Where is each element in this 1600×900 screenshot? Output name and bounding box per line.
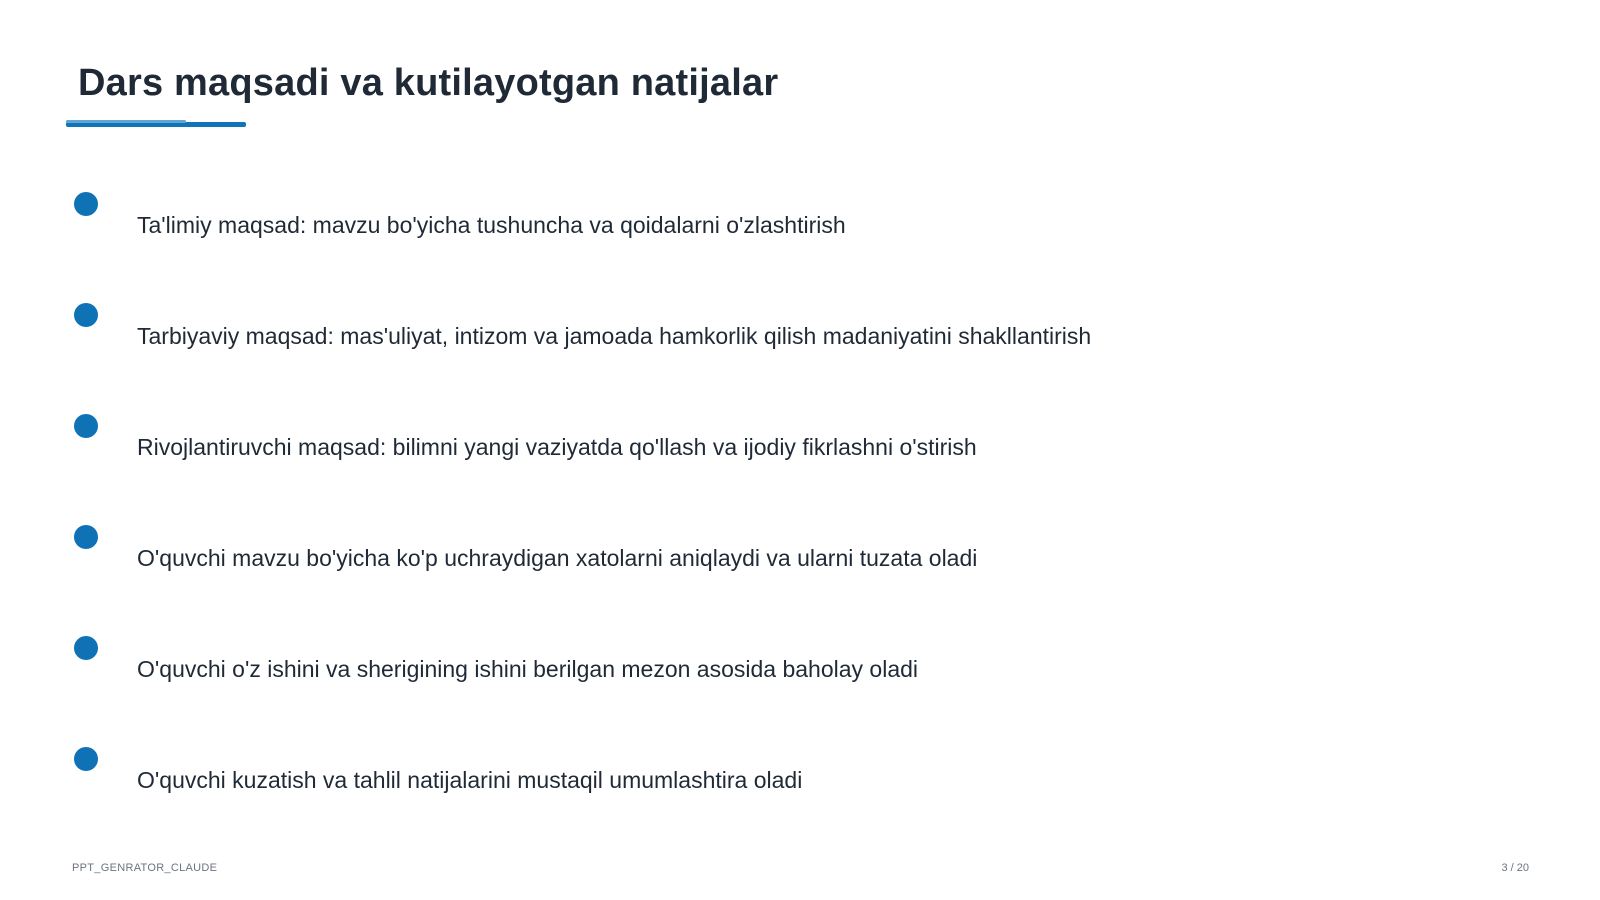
bullet-item [0,747,1600,807]
bullet-dot-icon [74,192,98,216]
slide-title: Dars maqsadi va kutilayotgan natijalar [78,62,779,104]
bullet-item [0,303,1600,363]
bullet-item [0,192,1600,252]
bullet-dot-icon [74,414,98,438]
title-underline-highlight [66,120,186,123]
bullet-item [0,414,1600,474]
footer-source-label: PPT_GENRATOR_CLAUDE [72,862,218,874]
bullet-text: O'quvchi mavzu bo'yicha ko'p uchraydigan xatolarni aniqlaydi va ularni tuzata oladi [137,545,978,571]
bullet-dot-icon [74,747,98,771]
bullet-text: Ta'limiy maqsad: mavzu bo'yicha tushuncha va qoidalarni o'zlashtirish [137,212,846,238]
bullet-dot-icon [74,525,98,549]
bullet-text: O'quvchi kuzatish va tahlil natijalarini mustaqil umumlashtira oladi [137,767,803,793]
bullet-item [0,525,1600,585]
bullet-item [0,636,1600,696]
page-number: 3 / 20 [1501,862,1529,874]
bullet-text: O'quvchi o'z ishini va sherigining ishini berilgan mezon asosida baholay oladi [137,656,919,682]
bullet-dot-icon [74,303,98,327]
bullet-text: Rivojlantiruvchi maqsad: bilimni yangi vaziyatda qo'llash va ijodiy fikrlashni o'stirish [137,434,977,460]
bullet-dot-icon [74,636,98,660]
bullet-text: Tarbiyaviy maqsad: mas'uliyat, intizom va jamoada hamkorlik qilish madaniyatini shakllantirish [137,323,1092,349]
